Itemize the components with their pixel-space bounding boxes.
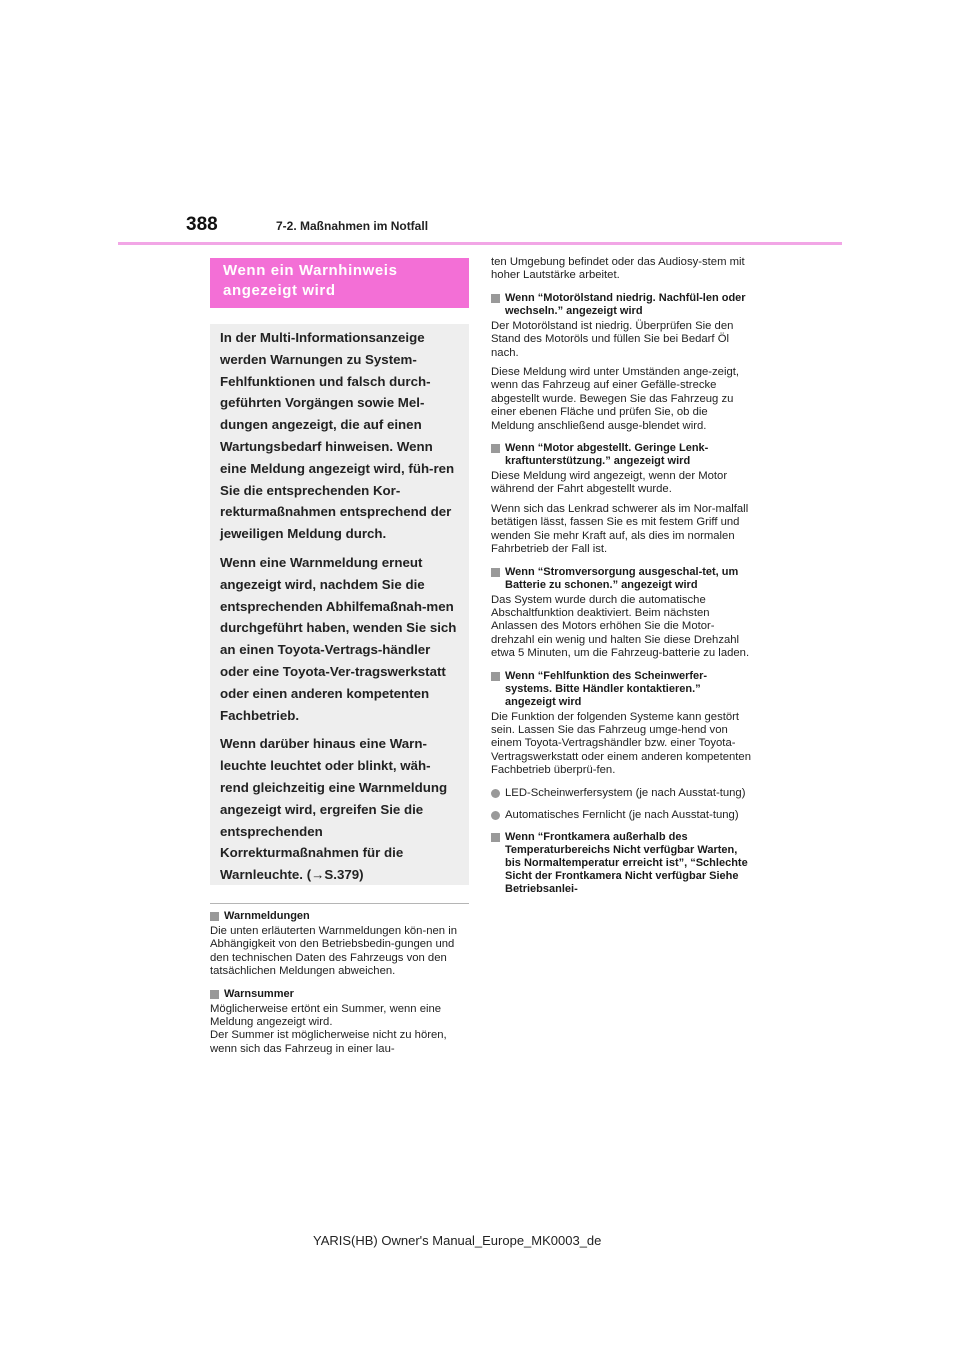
headlight-malfunction-heading [491,670,751,709]
warnmeldungen-text: Die unten erläuterten Warnmeldungen kön-nen in Abhängigkeit von den Betriebsbedin-gungen und den technischen Daten des Fahrzeugs von den tatsächlichen Meldungen abweichen. [210,925,458,978]
engine-stopped-text-2: Wenn sich das Lenkrad schwerer als im Nor-malfall betätigen lässt, fassen Sie es mit festem Griff und wenden Sie mehr Kraft auf, als dies im normalen Fahrbetrieb der Fall ist. [491,502,749,556]
continued-text: ten Umgebung befindet oder das Audiosy-stem mit hoher Lautstärke arbeitet. [491,256,745,282]
square-bullet-icon [210,912,219,921]
warnmeldungen-heading [210,910,469,923]
warnsummer-heading [210,988,469,1001]
heading-text: Wenn “Fehlfunktion des Scheinwerfer-systems. Bitte Händler kontaktieren.” angezeigt wird [505,669,708,708]
list-item-text: Automatisches Fernlicht (je nach Ausstat-tung) [505,808,739,821]
power-off-heading [491,566,751,592]
header-rule [118,242,842,245]
square-bullet-icon [491,833,500,842]
warnsummer-text: Möglicherweise ertönt ein Summer, wenn eine Meldung angezeigt wird. Der Summer ist möglicherweise nicht zu hören, wenn sich das Fahrzeug in einer lau- [210,1002,447,1055]
info-paragraph: Wenn eine Warnmeldung erneut angezeigt wird, nachdem Sie die entsprechenden Abhilfemaßnah-men durchgeführt haben, wenden Sie sich an einen Toyota-Vertrags-händler oder eine Toyota-Ver-tragswerkstatt oder einen anderen kompetenten Fachbetrieb. [220,554,457,723]
info-paragraph: Wenn darüber hinaus eine Warn-leuchte leuchtet oder blinkt, wäh-rend gleichzeitig eine Warnmeldung angezeigt wird, ergreifen Sie die entsprechenden Korrekturmaßnahmen für die Warnleuchte. (→S.379) [220,736,448,883]
power-off-text: Das System wurde durch die automatische Abschaltfunktion deaktiviert. Beim nächsten Anlassen des Motors erhöhen Sie die Motor-drehzahl ein wenig und halten Sie diese Drehzahl etwa 5 Minuten, um die Fahrzeug-batterie zu laden. [491,593,750,660]
oil-level-heading [491,292,751,318]
square-bullet-icon [491,294,500,303]
info-paragraph: In der Multi-Informationsanzeige werden Warnungen zu System-Fehlfunktionen und falsch durch-geführten Vorgängen sowie Mel-dungen angezeigt, die auf einen Wartungsbedarf hinweisen. Wenn eine Meldung angezeigt wird, füh-ren Sie die entsprechenden Kor-rekturmaßnahmen entsprechend der jeweiligen Meldung durch. [220,330,455,542]
oil-level-text: Der Motorölstand ist niedrig. Überprüfen Sie den Stand des Motoröls und füllen Sie bei Bedarf Öl nach. [491,319,734,359]
list-item-text: LED-Scheinwerfersystem (je nach Ausstat-tung) [505,786,746,799]
left-column [210,258,469,1056]
right-column [491,256,751,896]
engine-stopped-heading [491,442,751,468]
section-title: 7-2. Maßnahmen im Notfall [276,219,429,233]
heading-text: Warnmeldungen [224,910,310,922]
footer-text: YARIS(HB) Owner's Manual_Europe_MK0003_de [313,1233,602,1248]
front-camera-heading [491,831,751,896]
heading-text: Warnsummer [224,987,294,1000]
list-item [491,787,751,800]
list-item [491,809,751,822]
headlight-malfunction-text: Die Funktion der folgenden Systeme kann gestört sein. Lassen Sie das Fahrzeug umge-hend von einem Toyota-Vertragshändler bzw. einer Toyota-Vertragswerkstatt oder einem anderen kompetenten Fachbetrieb überprü-fen. [491,710,751,777]
heading-text: Wenn “Motor abgestellt. Geringe Lenk-kraftunterstützung.” angezeigt wird [505,442,709,468]
circle-bullet-icon [491,811,500,820]
page-number: 388 [186,214,218,235]
heading-text: Wenn “Motorölstand niedrig. Nachfül-len oder wechseln.” angezeigt wird [505,291,746,317]
heading-text: Wenn “Frontkamera außerhalb des Temperaturbereichs Nicht verfügbar Warten, bis Normaltemperatur erreicht ist”, “Schlechte Sicht der Frontkamera Nicht verfügbar Siehe Betriebsanlei- [505,831,748,896]
oil-level-text-2: Diese Meldung wird unter Umständen ange-zeigt, wenn das Fahrzeug auf einer Gefälle-strecke abgestellt wurde. Bewegen Sie das Fahrzeug zu einer ebenen Fläche und prüfen Sie, ob die Meldung anschließend ausge-blendet wird. [491,366,740,432]
engine-stopped-text: Diese Meldung wird angezeigt, wenn der Motor während der Fahrt abgestellt wurde. [491,470,728,496]
heading-text: Wenn “Stromversorgung ausgeschal-tet, um Batterie zu schonen.” angezeigt wird [505,565,739,591]
square-bullet-icon [491,568,500,577]
circle-bullet-icon [491,789,500,798]
square-bullet-icon [210,990,219,999]
topic-heading: Wenn ein Warnhinweis angezeigt wird [210,258,469,308]
square-bullet-icon [491,444,500,453]
square-bullet-icon [491,672,500,681]
info-box [210,324,469,885]
